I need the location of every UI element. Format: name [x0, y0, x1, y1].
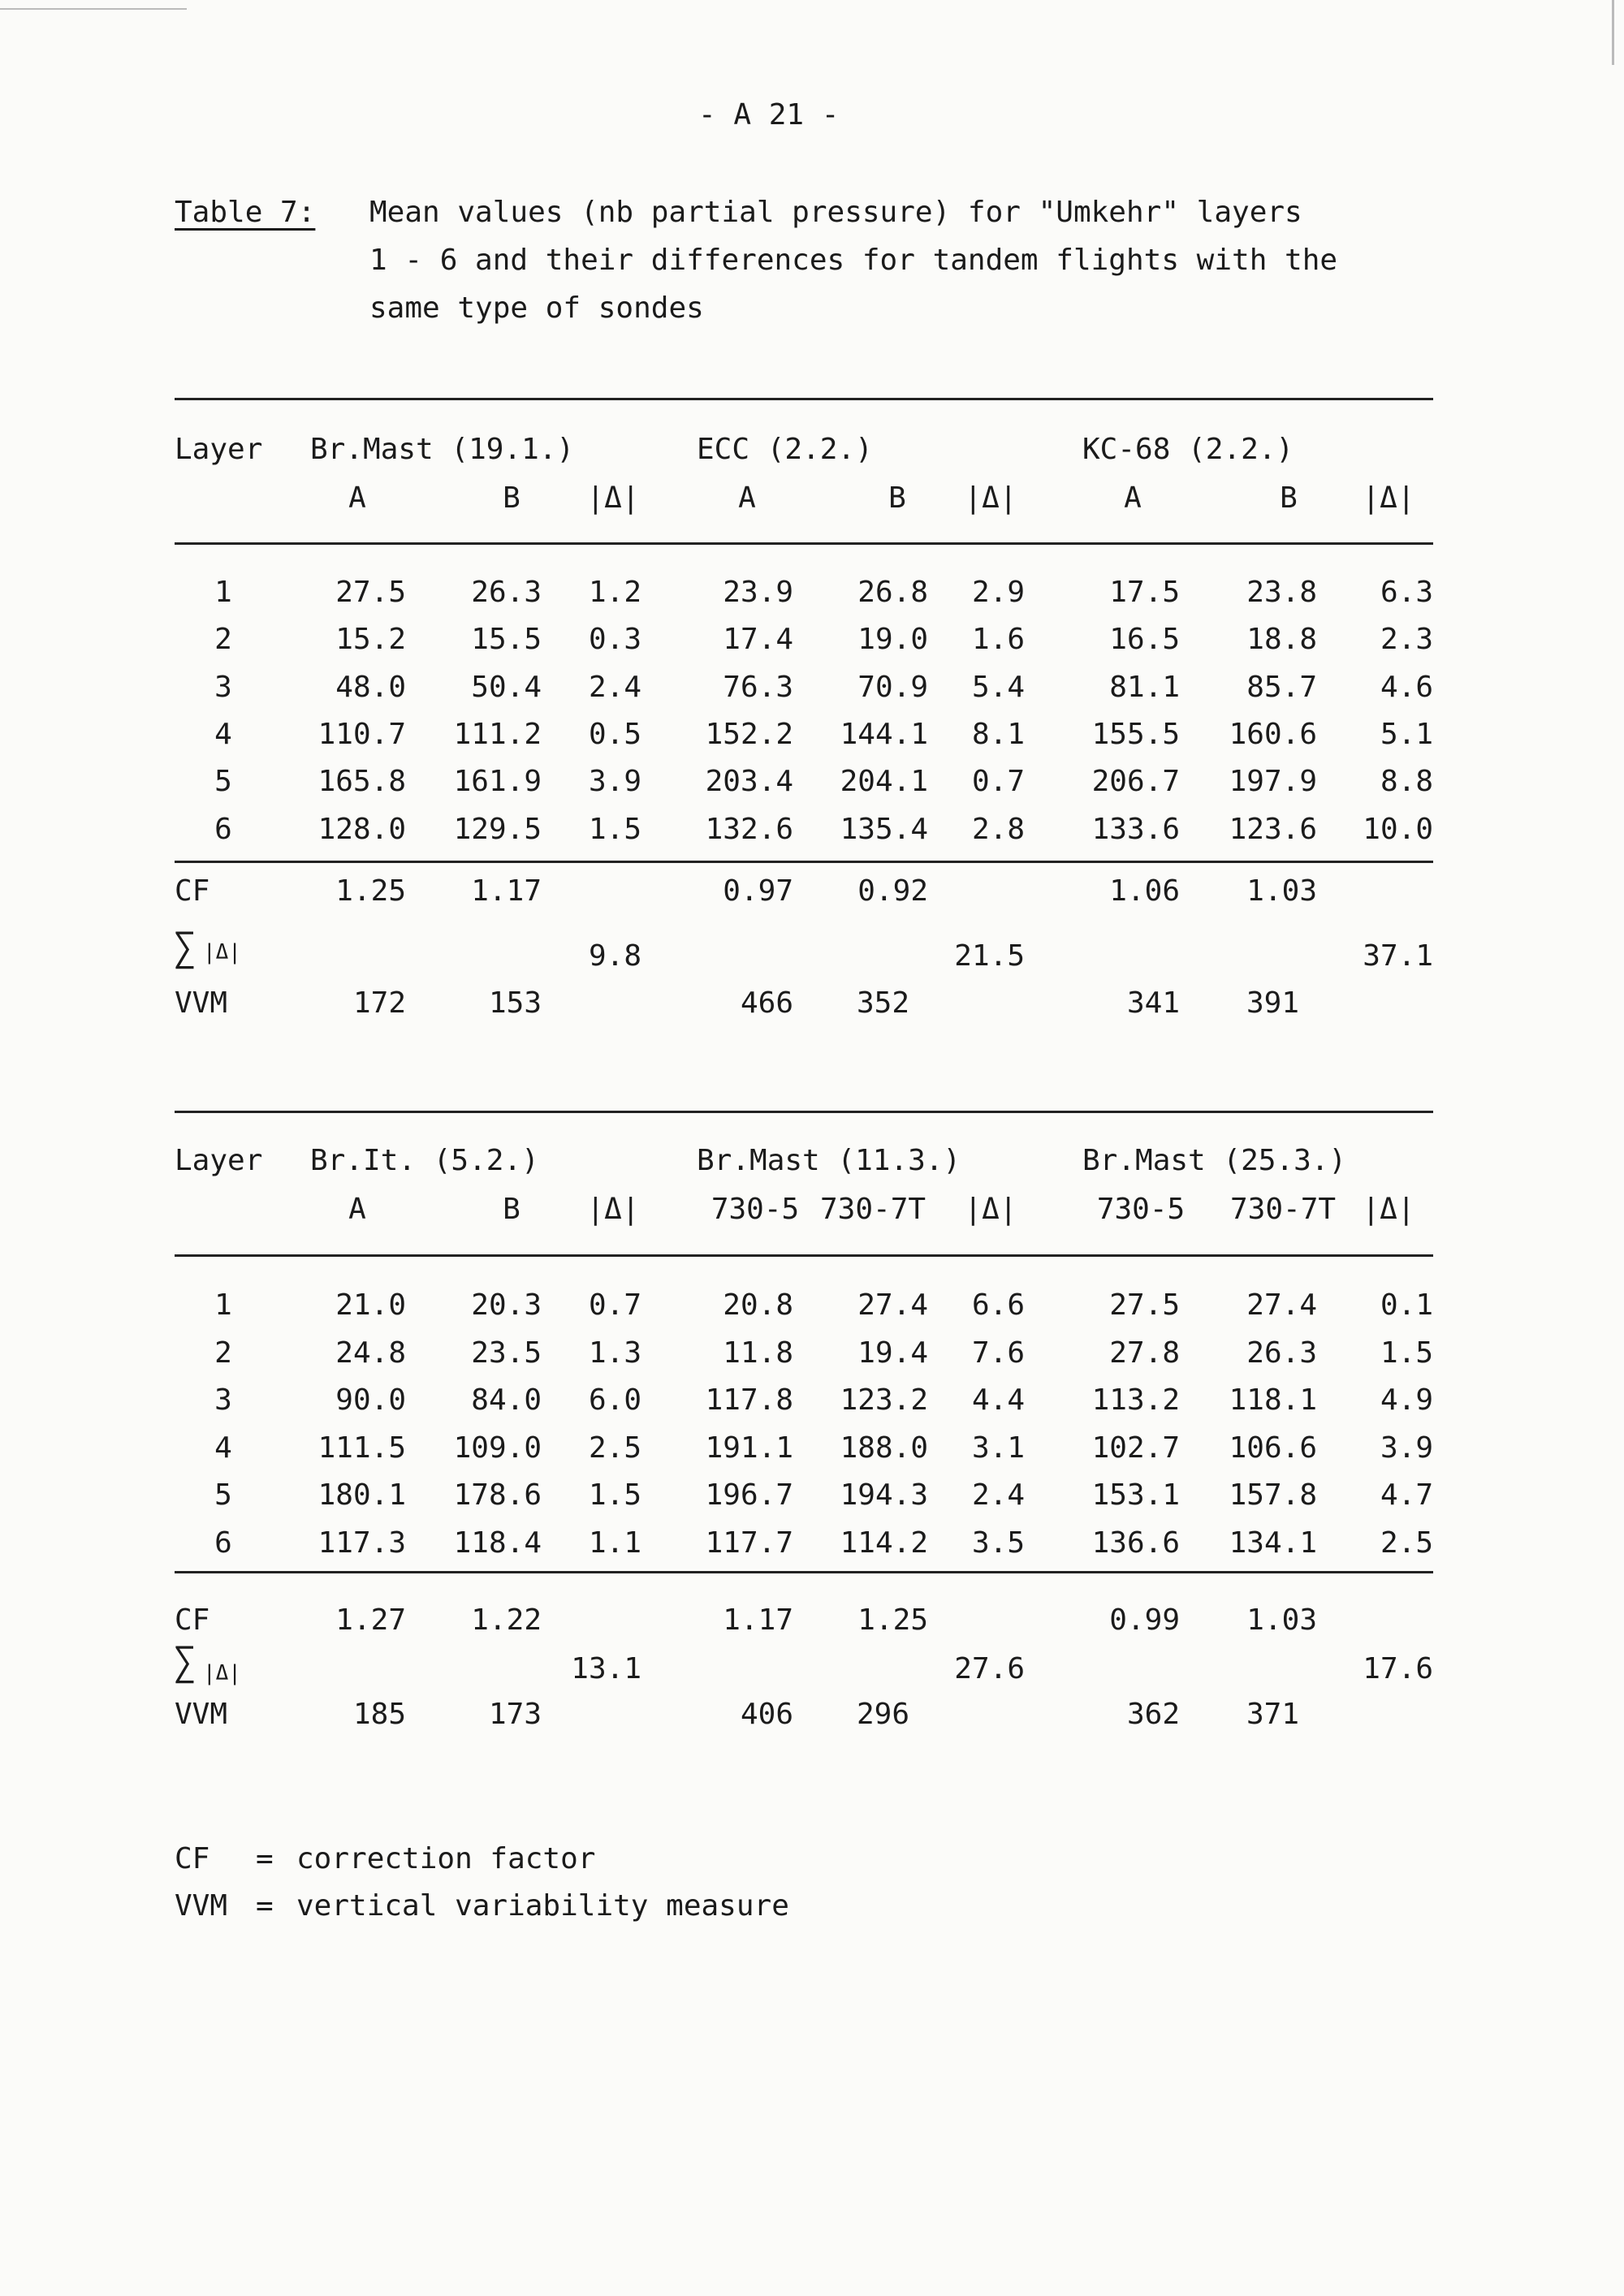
table-cell: 153.1 [1091, 1478, 1180, 1512]
table-cell: 188.0 [840, 1431, 928, 1465]
table-cell: 118.1 [1229, 1383, 1317, 1417]
vvm-value: 362 [1126, 1698, 1180, 1731]
caption-line-1: Mean values (nb partial pressure) for "Umkehr" layers [369, 196, 1302, 229]
layer-number: 2 [214, 623, 232, 657]
sum-icon: ∑ [173, 1639, 197, 1685]
table-cell: 123.6 [1229, 812, 1317, 846]
table-cell: 8.1 [971, 717, 1025, 751]
table-cell: 1.6 [971, 623, 1025, 657]
subheader: B [888, 481, 906, 515]
table-cell: 21.0 [335, 1288, 406, 1322]
vvm-value: 173 [488, 1698, 542, 1731]
subheader: A [738, 481, 756, 515]
table-cell: 26.3 [1246, 1336, 1317, 1370]
table-cell: 27.4 [1246, 1288, 1317, 1322]
subheader: |Δ| [964, 1193, 1017, 1226]
table-cell: 20.8 [723, 1288, 793, 1322]
group-header: Br.Mast (25.3.) [1082, 1144, 1347, 1177]
table-cell: 81.1 [1109, 670, 1180, 704]
table-cell: 26.3 [471, 576, 542, 609]
subheader: A [348, 1193, 366, 1226]
table-cell: 3.9 [588, 765, 641, 799]
cf-value: 0.99 [1109, 1603, 1180, 1637]
table-cell: 1.5 [1380, 1336, 1433, 1370]
group-header: ECC (2.2.) [697, 433, 873, 466]
layer-header: Layer [175, 433, 263, 466]
table-cell: 157.8 [1229, 1478, 1317, 1512]
table-cell: 1.5 [588, 812, 641, 846]
cf-value: 0.97 [723, 874, 793, 908]
table-cell: 129.5 [453, 812, 542, 846]
table-cell: 1.5 [588, 1478, 641, 1512]
table-cell: 136.6 [1091, 1526, 1180, 1560]
table-cell: 70.9 [857, 670, 928, 704]
table-cell: 5.4 [971, 670, 1025, 704]
table-cell: 133.6 [1091, 812, 1180, 846]
table-cell: 23.9 [723, 576, 793, 609]
table-cell: 2.5 [588, 1431, 641, 1465]
table-cell: 19.0 [857, 623, 928, 657]
scan-mark-left [0, 8, 187, 10]
table-cell: 6.6 [971, 1288, 1025, 1322]
table-cell: 15.2 [335, 623, 406, 657]
subheader: 730-5 [710, 1193, 800, 1226]
subheader: A [348, 481, 366, 515]
layer-number: 5 [214, 765, 232, 799]
table-cell: 48.0 [335, 670, 406, 704]
table-cell: 7.6 [971, 1336, 1025, 1370]
table-cell: 10.0 [1363, 812, 1433, 846]
table-cell: 3.5 [971, 1526, 1025, 1560]
table-cell: 110.7 [317, 717, 406, 751]
table-1-top-rule [175, 398, 1433, 400]
table-cell: 1.1 [588, 1526, 641, 1560]
group-header: Br.Mast (11.3.) [697, 1144, 961, 1177]
layer-number: 3 [214, 1383, 232, 1417]
layer-number: 6 [214, 1526, 232, 1560]
table-cell: 2.4 [971, 1478, 1025, 1512]
subheader: A [1124, 481, 1142, 515]
sum-label: |Δ| [203, 1661, 241, 1685]
sum-value: 13.1 [571, 1652, 641, 1685]
layer-number: 5 [214, 1478, 232, 1512]
cf-label: CF [175, 874, 210, 908]
sum-value: 9.8 [588, 939, 641, 973]
table-cell: 123.2 [840, 1383, 928, 1417]
vvm-value: 153 [488, 986, 542, 1020]
legend-abbr: CF [175, 1842, 210, 1875]
table-cell: 6.0 [588, 1383, 641, 1417]
subheader: |Δ| [586, 1193, 640, 1226]
layer-number: 3 [214, 670, 232, 704]
table-cell: 134.1 [1229, 1526, 1317, 1560]
table-cell: 4.7 [1380, 1478, 1433, 1512]
sum-value: 21.5 [954, 939, 1025, 973]
subheader: B [503, 481, 520, 515]
table-cell: 0.1 [1380, 1288, 1433, 1322]
layer-number: 4 [214, 1431, 232, 1465]
table-cell: 0.7 [971, 765, 1025, 799]
layer-header: Layer [175, 1144, 263, 1177]
table-cell: 206.7 [1091, 765, 1180, 799]
cf-value: 1.03 [1246, 1603, 1317, 1637]
legend-abbr: VVM [175, 1889, 228, 1923]
table-cell: 27.5 [1109, 1288, 1180, 1322]
subheader: 730-5 [1096, 1193, 1186, 1226]
legend-equals: = [256, 1842, 274, 1875]
table-cell: 85.7 [1246, 670, 1317, 704]
vvm-value: 296 [856, 1698, 909, 1731]
table-cell: 4.6 [1380, 670, 1433, 704]
table-cell: 3.9 [1380, 1431, 1433, 1465]
table-cell: 135.4 [840, 812, 928, 846]
table-cell: 76.3 [723, 670, 793, 704]
sum-label: |Δ| [203, 940, 241, 965]
table-cell: 180.1 [317, 1478, 406, 1512]
vvm-value: 341 [1126, 986, 1180, 1020]
subheader: |Δ| [586, 481, 640, 515]
table-cell: 23.8 [1246, 576, 1317, 609]
table-2-header-rule [175, 1254, 1433, 1257]
layer-number: 1 [214, 576, 232, 609]
table-cell: 1.2 [588, 576, 641, 609]
legend-text: vertical variability measure [296, 1889, 789, 1923]
table-cell: 17.5 [1109, 576, 1180, 609]
table-cell: 0.7 [588, 1288, 641, 1322]
legend-equals: = [256, 1889, 274, 1923]
table-cell: 152.2 [705, 717, 793, 751]
table-cell: 111.2 [453, 717, 542, 751]
table-cell: 128.0 [317, 812, 406, 846]
table-cell: 27.4 [857, 1288, 928, 1322]
table-cell: 1.3 [588, 1336, 641, 1370]
table-cell: 19.4 [857, 1336, 928, 1370]
cf-value: 1.17 [471, 874, 542, 908]
subheader: |Δ| [1362, 481, 1415, 515]
page-number: - A 21 - [698, 98, 840, 132]
table-2-foot-rule [175, 1571, 1433, 1573]
vvm-value: 185 [352, 1698, 406, 1731]
cf-value: 1.17 [723, 1603, 793, 1637]
table-cell: 111.5 [317, 1431, 406, 1465]
table-cell: 117.7 [705, 1526, 793, 1560]
cf-value: 1.03 [1246, 874, 1317, 908]
table-cell: 4.4 [971, 1383, 1025, 1417]
table-cell: 17.4 [723, 623, 793, 657]
table-cell: 165.8 [317, 765, 406, 799]
table-cell: 117.8 [705, 1383, 793, 1417]
layer-number: 1 [214, 1288, 232, 1322]
table-cell: 84.0 [471, 1383, 542, 1417]
table-cell: 161.9 [453, 765, 542, 799]
table-cell: 2.3 [1380, 623, 1433, 657]
sum-value: 27.6 [954, 1652, 1025, 1685]
subheader: B [1280, 481, 1298, 515]
caption-line-3: same type of sondes [369, 291, 704, 325]
vvm-value: 172 [352, 986, 406, 1020]
cf-value: 1.06 [1109, 874, 1180, 908]
table-cell: 24.8 [335, 1336, 406, 1370]
table-cell: 132.6 [705, 812, 793, 846]
layer-number: 2 [214, 1336, 232, 1370]
table-cell: 20.3 [471, 1288, 542, 1322]
table-cell: 6.3 [1380, 576, 1433, 609]
table-cell: 160.6 [1229, 717, 1317, 751]
table-cell: 117.3 [317, 1526, 406, 1560]
layer-number: 6 [214, 812, 232, 846]
table-cell: 102.7 [1091, 1431, 1180, 1465]
table-cell: 194.3 [840, 1478, 928, 1512]
table-cell: 2.9 [971, 576, 1025, 609]
table-cell: 2.5 [1380, 1526, 1433, 1560]
table-cell: 197.9 [1229, 765, 1317, 799]
subheader: |Δ| [964, 481, 1017, 515]
table-1-header-rule [175, 542, 1433, 545]
group-header: Br.It. (5.2.) [310, 1144, 539, 1177]
sum-value: 17.6 [1363, 1652, 1433, 1685]
vvm-value: 371 [1246, 1698, 1299, 1731]
vvm-label: VVM [175, 986, 228, 1020]
table-cell: 106.6 [1229, 1431, 1317, 1465]
scan-mark-right [1612, 0, 1614, 65]
cf-value: 0.92 [857, 874, 928, 908]
cf-value: 1.25 [335, 874, 406, 908]
vvm-value: 391 [1246, 986, 1299, 1020]
table-1-foot-rule [175, 861, 1433, 863]
table-cell: 155.5 [1091, 717, 1180, 751]
caption-line-2: 1 - 6 and their differences for tandem flights with the [369, 244, 1338, 277]
table-cell: 50.4 [471, 670, 542, 704]
table-cell: 2.4 [588, 670, 641, 704]
table-cell: 26.8 [857, 576, 928, 609]
layer-number: 4 [214, 717, 232, 751]
table-cell: 0.3 [588, 623, 641, 657]
table-cell: 196.7 [705, 1478, 793, 1512]
table-cell: 4.9 [1380, 1383, 1433, 1417]
table-cell: 109.0 [453, 1431, 542, 1465]
table-cell: 0.5 [588, 717, 641, 751]
subheader: 730-7T [820, 1193, 926, 1226]
sum-icon: ∑ [173, 925, 197, 970]
table-cell: 3.1 [971, 1431, 1025, 1465]
table-cell: 5.1 [1380, 717, 1433, 751]
table-cell: 2.8 [971, 812, 1025, 846]
subheader: |Δ| [1362, 1193, 1415, 1226]
table-cell: 27.5 [335, 576, 406, 609]
table-cell: 191.1 [705, 1431, 793, 1465]
table-cell: 27.8 [1109, 1336, 1180, 1370]
cf-value: 1.22 [471, 1603, 542, 1637]
table-cell: 11.8 [723, 1336, 793, 1370]
table-cell: 113.2 [1091, 1383, 1180, 1417]
table-1-bottom-rule [175, 1111, 1433, 1113]
vvm-label: VVM [175, 1698, 228, 1731]
table-cell: 118.4 [453, 1526, 542, 1560]
table-cell: 15.5 [471, 623, 542, 657]
table-cell: 90.0 [335, 1383, 406, 1417]
table-cell: 114.2 [840, 1526, 928, 1560]
vvm-value: 466 [740, 986, 793, 1020]
table-cell: 204.1 [840, 765, 928, 799]
table-label: Table 7: [175, 196, 316, 229]
table-cell: 8.8 [1380, 765, 1433, 799]
cf-value: 1.27 [335, 1603, 406, 1637]
cf-value: 1.25 [857, 1603, 928, 1637]
group-header: Br.Mast (19.1.) [310, 433, 575, 466]
vvm-value: 352 [856, 986, 909, 1020]
legend-text: correction factor [296, 1842, 596, 1875]
table-cell: 144.1 [840, 717, 928, 751]
subheader: B [503, 1193, 520, 1226]
table-cell: 178.6 [453, 1478, 542, 1512]
table-cell: 23.5 [471, 1336, 542, 1370]
sum-value: 37.1 [1363, 939, 1433, 973]
cf-label: CF [175, 1603, 210, 1637]
table-cell: 16.5 [1109, 623, 1180, 657]
table-cell: 18.8 [1246, 623, 1317, 657]
table-cell: 203.4 [705, 765, 793, 799]
vvm-value: 406 [740, 1698, 793, 1731]
subheader: 730-7T [1230, 1193, 1337, 1226]
group-header: KC-68 (2.2.) [1082, 433, 1294, 466]
